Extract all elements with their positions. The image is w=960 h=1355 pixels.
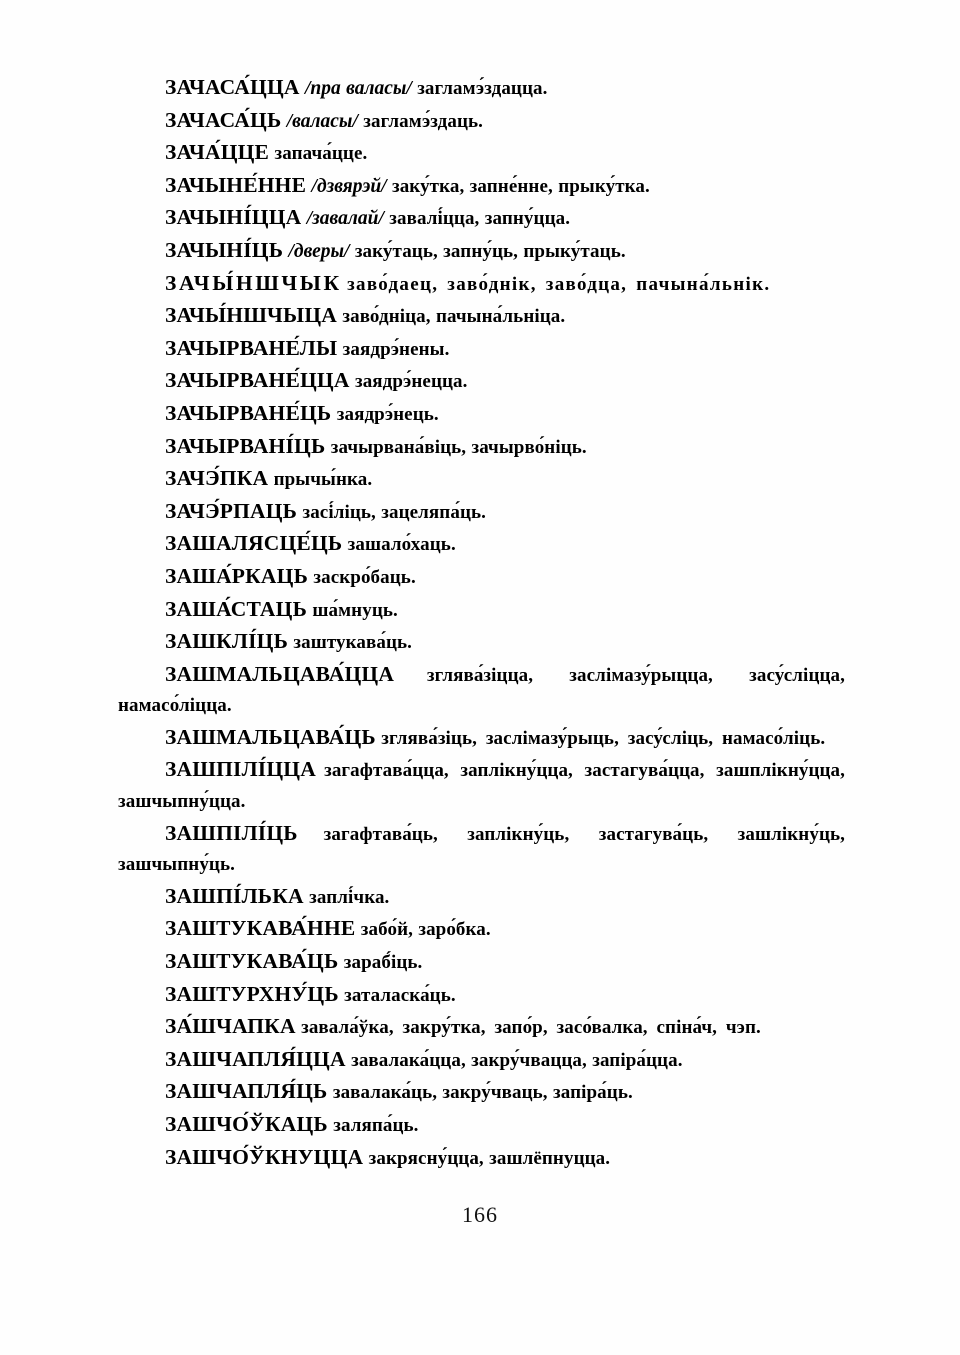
entry-headword: ЗАЧЫРВАНЕ́ЦЦА bbox=[165, 368, 350, 393]
dictionary-entry bbox=[118, 431, 845, 464]
dictionary-entry bbox=[118, 365, 845, 398]
dictionary-entry bbox=[118, 1044, 845, 1077]
dictionary-entry bbox=[118, 300, 845, 333]
entry-gloss: заядрэ́нець. bbox=[336, 403, 439, 425]
entry-gloss: завалака́ць, закру́чваць, запіра́ць. bbox=[332, 1082, 633, 1104]
entry-gloss: заскро́баць. bbox=[313, 566, 416, 588]
dictionary-entry bbox=[118, 105, 845, 138]
dictionary-entry bbox=[118, 496, 845, 529]
entry-headword: ЗАЧЫНЕ́ННЕ bbox=[165, 172, 307, 197]
entry-gloss: загламэ́здаць. bbox=[363, 110, 484, 132]
entry-gloss: загафтава́цца, заплікну́цца, застагува́цца, зашплікну́цца, зашчыпну́цца. bbox=[118, 760, 846, 813]
dictionary-entry bbox=[118, 1076, 845, 1109]
dictionary-entry bbox=[118, 333, 845, 366]
dictionary-entry bbox=[118, 235, 845, 268]
entry-gloss: зачырвана́віць, зачырво́ніць. bbox=[330, 436, 587, 458]
entry-headword: ЗАШПІЛІ́ЦЬ bbox=[165, 820, 298, 845]
dictionary-entry bbox=[118, 754, 845, 817]
entry-gloss: закрясну́цца, зашлёпнуцца. bbox=[368, 1147, 611, 1169]
dictionary-entry bbox=[118, 979, 845, 1012]
dictionary-entry bbox=[118, 528, 845, 561]
entry-headword: ЗАЧЭ́РПАЦЬ bbox=[165, 498, 298, 523]
entry-headword: ЗАШМАЛЬЦАВА́ЦЬ bbox=[165, 724, 376, 749]
entry-gloss: загламэ́здацца. bbox=[417, 78, 548, 99]
entry-headword: ЗАЧЫНІ́ЦЦА bbox=[165, 205, 302, 230]
entry-headword: ЗАШЧО́ЎКАЦЬ bbox=[165, 1112, 328, 1136]
dictionary-entry bbox=[118, 268, 845, 301]
entry-gloss: заталаска́ць. bbox=[344, 984, 456, 1006]
page-number: 166 bbox=[462, 1202, 498, 1227]
dictionary-entry bbox=[118, 722, 845, 755]
dictionary-entry bbox=[118, 463, 845, 496]
dictionary-entry bbox=[118, 946, 845, 979]
entry-gloss: заво́дніца, пачына́льніца. bbox=[342, 306, 566, 328]
entry-headword: ЗАШЧАПЛЯ́ЦЬ bbox=[165, 1079, 328, 1104]
entry-gloss: заво́даец, заво́днік, заво́дца, пачына́льнік. bbox=[347, 273, 771, 295]
entry-headword: ЗАЧЫ́НШЧЫК bbox=[165, 270, 342, 295]
entry-gloss: загафтава́ць, заплікну́ць, застагува́ць, зашлікну́ць, зашчыпну́ць. bbox=[118, 823, 846, 876]
entry-gloss: заядрэ́нецца. bbox=[354, 371, 468, 393]
entry-gloss: засі́ліць, зацеляпа́ць. bbox=[302, 501, 486, 523]
dictionary-entry bbox=[118, 561, 845, 594]
entry-headword: ЗАШПІЛІ́ЦЦА bbox=[165, 757, 316, 782]
entry-headword: ЗАЧАСА́ЦЦА bbox=[165, 75, 300, 99]
entry-headword: ЗАЧАСА́ЦЬ bbox=[165, 107, 282, 132]
entry-headword: ЗАШПІ́ЛЬКА bbox=[165, 883, 304, 908]
entry-grammar-note: /дзвярэй/ bbox=[311, 175, 387, 197]
dictionary-entry bbox=[118, 202, 845, 235]
entry-headword: ЗАЧЫРВАНЕ́ЛЫ bbox=[165, 335, 338, 360]
entry-gloss: завалака́цца, закру́чвацца, запіра́цца. bbox=[351, 1049, 683, 1071]
entry-gloss: ша́мнуць. bbox=[312, 599, 398, 621]
dictionary-entry bbox=[118, 913, 845, 946]
dictionary-entry bbox=[118, 881, 845, 914]
entry-headword: ЗАЧЭ́ПКА bbox=[165, 466, 269, 491]
dictionary-entry bbox=[118, 170, 845, 203]
dictionary-entry bbox=[118, 594, 845, 627]
entry-gloss: прычы́нка. bbox=[273, 469, 373, 491]
dictionary-entry bbox=[118, 72, 845, 105]
entry-grammar-note: /валасы/ bbox=[286, 110, 358, 132]
entry-headword: ЗАЧЫРВАНІ́ЦЬ bbox=[165, 433, 326, 458]
dictionary-entry bbox=[118, 1011, 845, 1044]
entry-headword: ЗАШТУРХНУ́ЦЬ bbox=[165, 981, 339, 1006]
entry-grammar-note: /завалай/ bbox=[306, 208, 384, 230]
entry-grammar-note: /пра валасы/ bbox=[304, 78, 412, 99]
entry-headword: ЗАЧЫРВАНЕ́ЦЬ bbox=[165, 400, 332, 425]
entry-headword: ЗАЧЫНІ́ЦЬ bbox=[165, 237, 284, 262]
entry-headword: ЗАШКЛІ́ЦЬ bbox=[165, 629, 288, 654]
entry-headword: ЗАЧА́ЦЦЕ bbox=[165, 140, 270, 165]
entry-gloss: заштукава́ць. bbox=[293, 632, 412, 654]
entry-gloss: зашало́хаць. bbox=[347, 534, 456, 556]
entry-gloss: зглява́зіцца, заслімазу́рыцца, засу́сліцца, намасо́ліцца. bbox=[118, 664, 845, 717]
dictionary-entry bbox=[118, 398, 845, 431]
entry-headword: ЗА́ШЧАПКА bbox=[165, 1014, 296, 1039]
dictionary-entry bbox=[118, 659, 845, 722]
entry-headword: ЗАЧЫ́НШЧЫЦА bbox=[165, 303, 337, 328]
entry-headword: ЗАШАЛЯСЦЕ́ЦЬ bbox=[165, 531, 343, 556]
entry-gloss: забо́й, заро́бка. bbox=[360, 919, 491, 941]
entry-gloss: завалі́цца, запну́цца. bbox=[389, 208, 571, 230]
entry-gloss: заку́тка, запне́нне, прыку́тка. bbox=[391, 175, 650, 197]
entry-headword: ЗАША́РКАЦЬ bbox=[165, 563, 308, 588]
entry-gloss: зглява́зіць, заслімазу́рыць, засу́сліць, намасо́ліць. bbox=[381, 727, 826, 749]
entry-gloss: запача́цце. bbox=[274, 143, 368, 165]
entry-gloss: заплі́чка. bbox=[309, 886, 390, 908]
dictionary-entry bbox=[118, 818, 845, 881]
entry-gloss: заку́таць, запну́ць, прыку́таць. bbox=[354, 240, 626, 262]
dictionary-entry bbox=[118, 626, 845, 659]
entry-headword: ЗАШМАЛЬЦАВА́ЦЦА bbox=[165, 661, 395, 686]
entry-grammar-note: /дверы/ bbox=[288, 240, 350, 262]
entry-headword: ЗАШЧАПЛЯ́ЦЦА bbox=[165, 1046, 346, 1071]
dictionary-entry bbox=[118, 1142, 845, 1175]
entry-headword: ЗАШТУКАВА́ЦЬ bbox=[165, 949, 339, 974]
entry-gloss: заядрэ́нены. bbox=[342, 338, 450, 360]
entry-column bbox=[118, 72, 845, 1174]
entry-gloss: завала́ўка, закру́тка, запо́р, засо́валка, спіна́ч, чэп. bbox=[301, 1017, 761, 1039]
dictionary-entry bbox=[118, 137, 845, 170]
dictionary-entry bbox=[118, 1109, 845, 1142]
entry-gloss: заляпа́ць. bbox=[333, 1115, 419, 1136]
entry-headword: ЗАША́СТАЦЬ bbox=[165, 596, 308, 621]
entry-gloss: зараб́іць. bbox=[343, 952, 423, 974]
entry-headword: ЗАШЧО́ЎКНУЦЦА bbox=[165, 1144, 364, 1169]
entry-headword: ЗАШТУКАВА́ННЕ bbox=[165, 916, 356, 941]
